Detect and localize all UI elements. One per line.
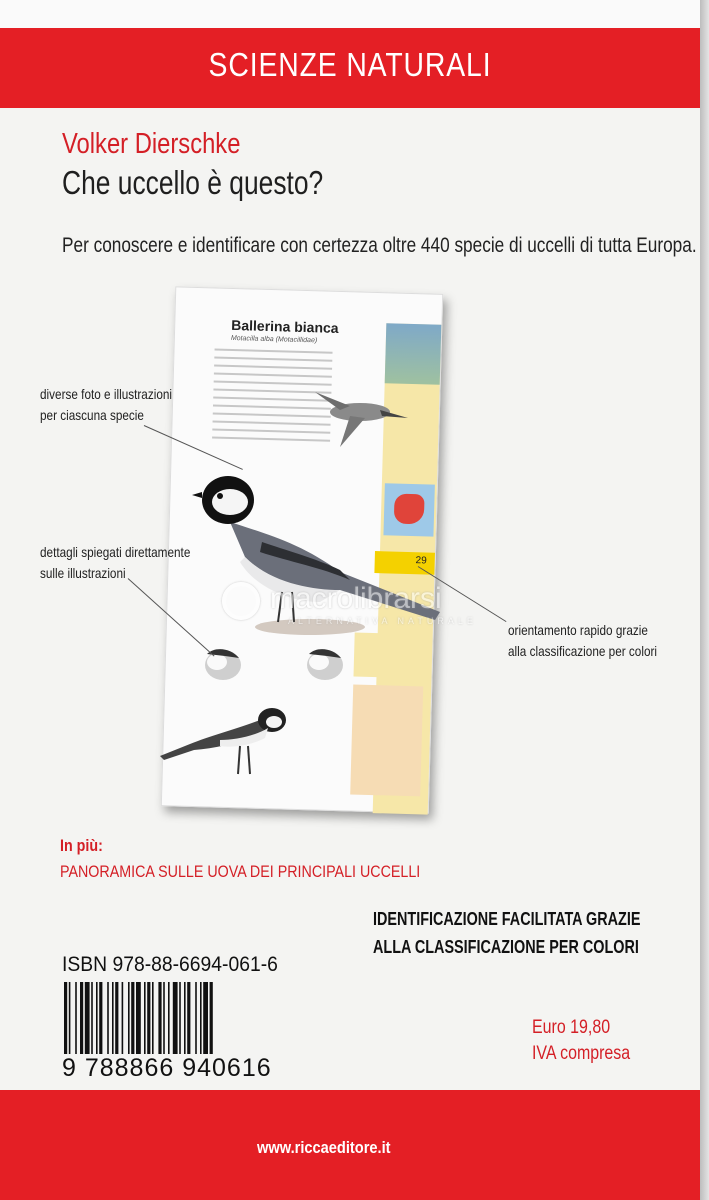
extra-label: In più: [60,836,103,855]
sample-page-number: 29 [415,555,427,567]
barcode-bar [187,982,190,1054]
barcode-bar [200,982,202,1054]
barcode-bar [195,982,197,1054]
page-edge [700,0,709,1200]
annotation-line: per ciascuna specie [40,407,144,423]
watermark-tagline: ALTERNATIVA NATURALE [288,616,477,626]
barcode-bar [173,982,178,1054]
barcode-bar [107,982,109,1054]
barcode-bar [179,982,181,1054]
price-amount: Euro 19,80 [532,1017,611,1038]
barcode-bar [99,982,102,1054]
book-blurb: Per conoscere e identificare con certezza oltre 440 specie di uccelli di tutta Europa. [62,234,697,257]
barcode-bar [112,982,114,1054]
barcode-bar [128,982,130,1054]
barcode-bar [163,982,165,1054]
barcode-bar [168,982,170,1054]
price [532,1015,630,1067]
series-title: SCIENZE NATURALI [208,46,492,83]
watermark [222,580,522,630]
footer-banner [0,1090,700,1200]
barcode-bar [64,982,67,1054]
barcode-bar [80,982,83,1054]
barcode-bar [75,982,77,1054]
sample-page-subtitle: Motacilla alba (Motacillidae) [230,334,318,345]
flying-bird-illustration [310,372,410,452]
isbn-label: ISBN 978-88-6694-061-6 [62,953,278,976]
barcode-bar [144,982,146,1054]
identification-line: IDENTIFICAZIONE FACILITATA GRAZIE [373,909,641,929]
barcode-bar [184,982,186,1054]
publisher-url[interactable]: www.riccaeditore.it [257,1138,391,1157]
annotation-line: sulle illustrazioni [40,565,126,581]
watermark-logo-icon [222,582,260,620]
extra-text: PANORAMICA SULLE UOVA DEI PRINCIPALI UCCELLI [60,862,421,881]
series-banner [0,28,700,108]
barcode [64,982,274,1054]
price-note: IVA compresa [532,1043,631,1064]
author-name: Volker Dierschke [62,128,241,160]
barcode-bar [115,982,118,1054]
tip-box [350,684,423,796]
watermark-name: macrolibrarsi [270,582,442,615]
annotation-line: diverse foto e illustrazioni [40,386,173,402]
sample-page-title: Ballerina bianca [231,316,339,336]
barcode-bar [69,982,71,1054]
barcode-bar [131,982,134,1054]
wagtail-side-illustration [160,700,310,780]
identification-claim [373,905,640,961]
annotation-line: dettagli spiegati direttamente [40,544,191,560]
annotation-line: orientamento rapido grazie [508,622,648,638]
barcode-bar [152,982,154,1054]
barcode-bar [147,982,150,1054]
barcode-bar [91,982,93,1054]
annotation-photos [40,384,172,426]
barcode-bar [96,982,98,1054]
identification-line: ALLA CLASSIFICAZIONE PER COLORI [373,937,639,957]
annotation-details [40,542,190,584]
barcode-bar [136,982,141,1054]
barcode-bar [122,982,124,1054]
barcode-bar [85,982,90,1054]
barcode-bar [203,982,208,1054]
head-detail-illustrations [195,640,365,690]
barcode-number: 9 788866 940616 [62,1054,272,1082]
book-title: Che uccello è questo? [62,164,324,201]
barcode-bar [158,982,161,1054]
annotation-orientation [508,620,657,662]
barcode-bar [210,982,213,1054]
annotation-line: alla classificazione per colori [508,643,658,659]
top-margin [0,0,700,28]
